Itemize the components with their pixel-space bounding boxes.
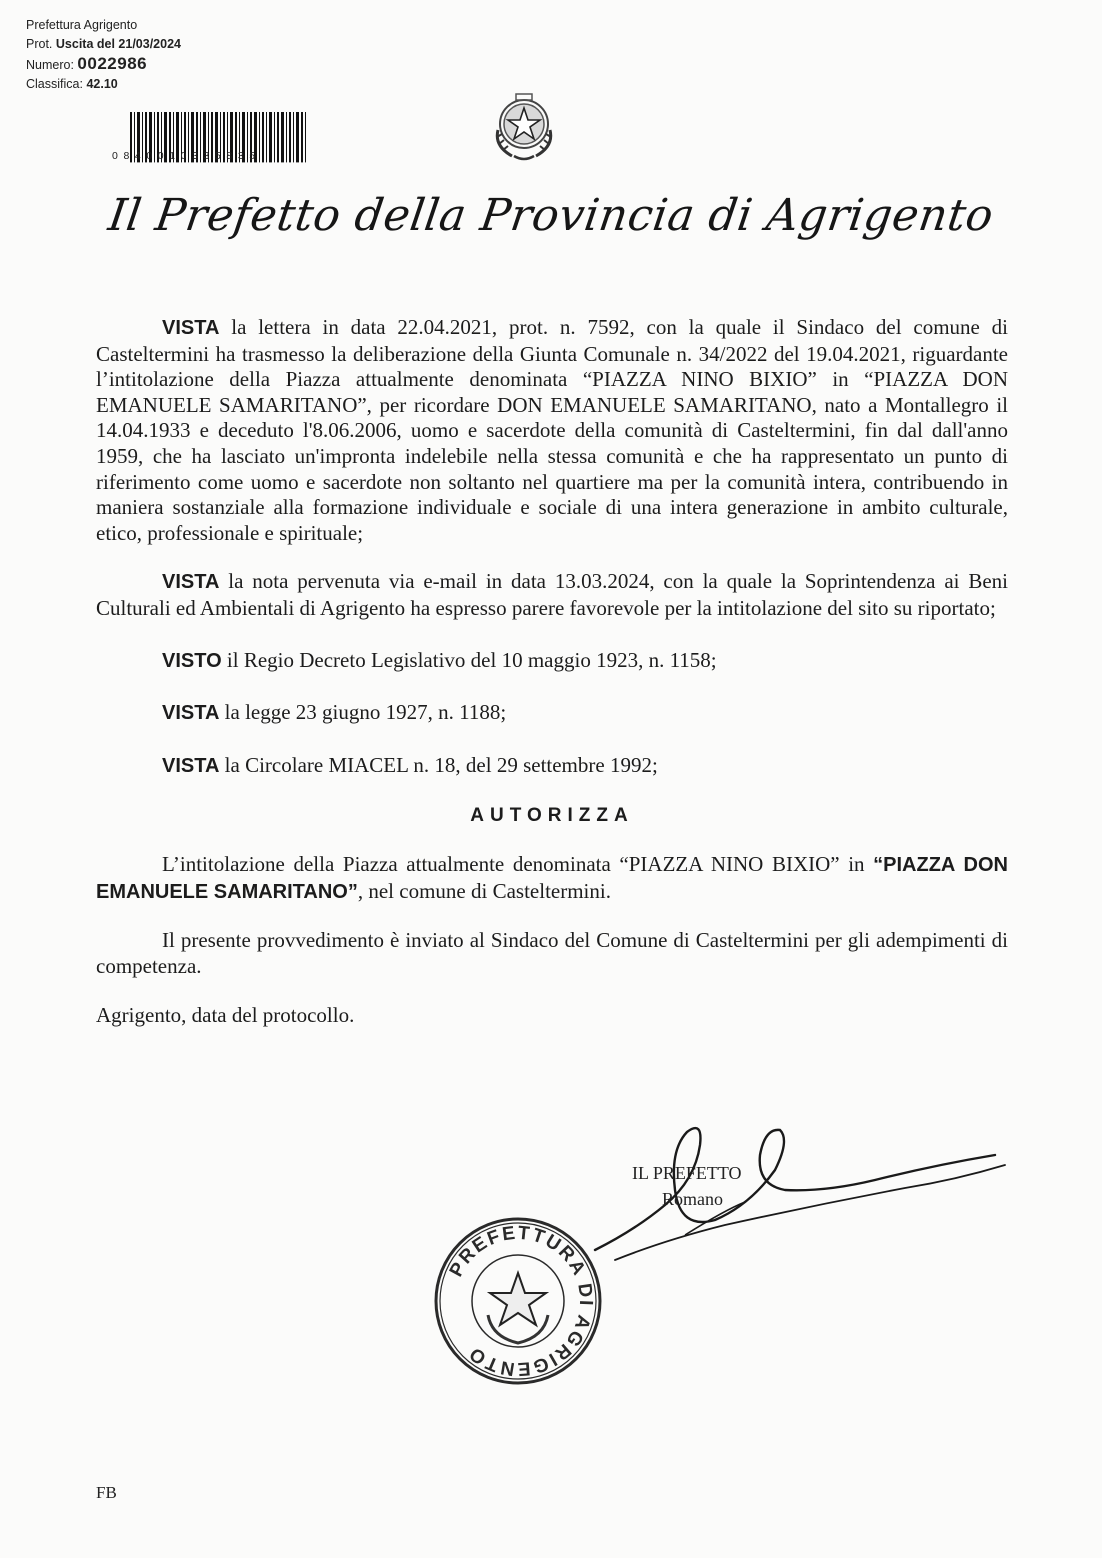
barcode-digits: 0840010335835 [112,150,261,162]
protocol-number-line: Numero: 0022986 [26,54,148,73]
paragraph-vista-circolare: VISTA la Circolare MIACEL n. 18, del 29 settembre 1992; [162,752,658,777]
protocol-class-line: Classifica: 42.10 [26,77,118,91]
paragraph-vista-legge: VISTA la legge 23 giugno 1927, n. 1188; [162,700,507,725]
document-heading: Il Prefetto della Provincia di Agrigento [105,190,997,241]
paragraph-vista-nota: VISTA la nota pervenuta via e-mail in data 13.03.2024, con la quale la Soprintendenza ai Beni Culturali ed Ambientali di Agrigento ha espresso parere favorevole per la intitolazione del sito su riportato; [96,569,1008,620]
autorizza-heading: AUTORIZZA [470,805,634,827]
prefettura-seal-stamp [432,1215,604,1387]
protocol-number: 0022986 [77,54,148,73]
italian-republic-emblem-icon [482,84,566,168]
protocol-line: Prot. Uscita del 21/03/2024 [26,37,181,51]
paragraph-visto-decreto: VISTO il Regio Decreto Legislativo del 10 maggio 1923, n. 1158; [162,647,717,672]
signatory-block [632,1160,742,1212]
seal-text: PREFETTURA DI AGRIGENTO [445,1222,597,1380]
signatory-name: Romano [662,1189,723,1209]
protocol-stamp [26,16,181,94]
footer-initials: FB [96,1483,117,1502]
place-and-date: Agrigento, data del protocollo. [96,1003,355,1028]
paragraph-intitolazione: L’intitolazione della Piazza attualmente denominata “PIAZZA NINO BIXIO” in “PIAZZA DON EMANUELE SAMARITANO”, nel comune di Casteltermini. [96,851,1008,903]
paragraph-provvedimento: Il presente provvedimento è inviato al Sindaco del Comune di Casteltermini per gli adempimenti di competenza. [96,928,1008,978]
signatory-title: IL PREFETTO [632,1163,742,1183]
protocol-office: Prefettura Agrigento [26,18,138,32]
protocol-date: Uscita del 21/03/2024 [55,37,181,51]
document-body [96,315,1008,1029]
paragraph-vista-lettera: VISTA la lettera in data 22.04.2021, prot. n. 7592, con la quale il Sindaco del comune di Casteltermini ha trasmesso la deliberazione della Giunta Comunale n. 34/2022 del 19.04.2021, riguardante l’intitolazione della Piazza attualmente denominata “PIAZZA NINO BIXIO” in “PIAZZA DON EMANUELE SAMARITANO”, per ricordare DON EMANUELE SAMARITANO, nato a Montallegro il 14.04.1933 e deceduto l'8.06.2006, uomo e sacerdote della comunità di Casteltermini, fin dal dall'anno 1959, che ha lasciato un'impronta indelebile nella stessa comunità e che ha rappresentato un punto di riferimento come uomo e sacerdote non soltanto nel quartiere ma per la comunità intera, contribuendo in maniera sostanziale alla formazione individuale e sociale di una intera generazione in ambito culturale, etico, professionale e spirituale; [96,315,1008,545]
protocol-class: 42.10 [86,77,118,91]
